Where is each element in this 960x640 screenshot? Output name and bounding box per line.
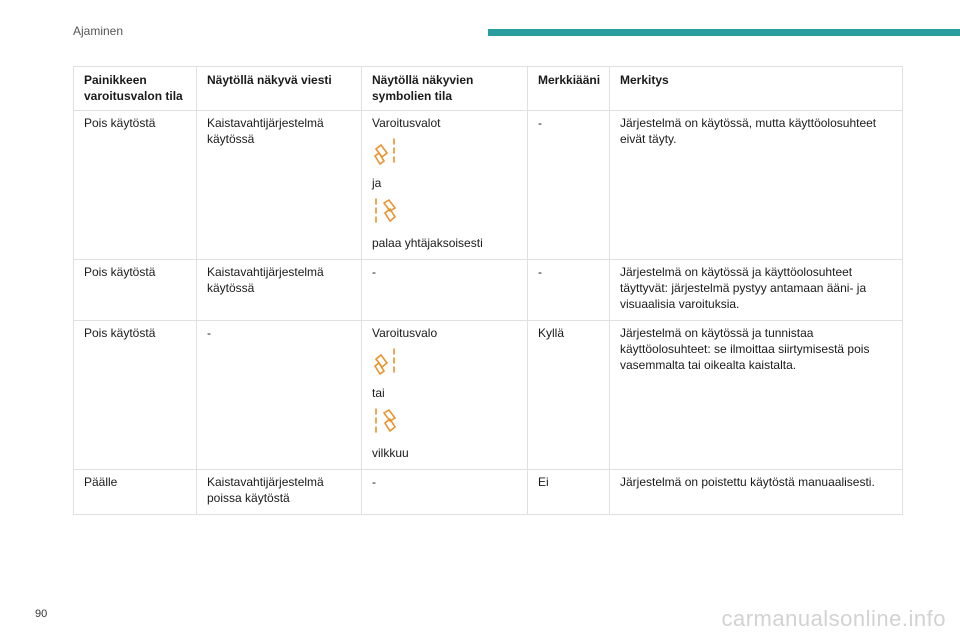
symbol-outro-text: vilkkuu — [372, 446, 409, 460]
cell-symbol-state — [362, 111, 528, 260]
cell-button-state: Pois käytöstä — [74, 111, 197, 260]
symbol-joiner-text: ja — [372, 176, 382, 190]
page-number: 90 — [35, 608, 48, 620]
column-header-button-state: Painikkeen varoitusvalon tila — [74, 67, 197, 111]
cell-symbol-state — [362, 321, 528, 470]
section-title: Ajaminen — [73, 24, 124, 38]
column-header-beep: Merkkiääni — [528, 67, 610, 111]
cell-meaning: Järjestelmä on käytössä ja tunnistaa käyttöolosuhteet: se ilmoittaa siirtymisestä pois vasemmalta tai oikealta kaistalta. — [610, 321, 903, 470]
column-header-symbol-state: Näytöllä näkyvien symbolien tila — [362, 67, 528, 111]
cell-message: Kaistavahtijärjestelmä käytössä — [197, 111, 362, 260]
symbol-intro-text: Varoitusvalot — [372, 116, 441, 130]
cell-symbol-state: - — [362, 260, 528, 321]
symbol-outro-text: palaa yhtäjaksoisesti — [372, 236, 483, 250]
cell-button-state: Päälle — [74, 470, 197, 515]
column-header-message: Näytöllä näkyvä viesti — [197, 67, 362, 111]
lane-departure-right-icon — [372, 137, 398, 169]
column-header-meaning: Merkitys — [610, 67, 903, 111]
table-header-row — [74, 67, 903, 111]
cell-meaning: Järjestelmä on käytössä, mutta käyttöolosuhteet eivät täyty. — [610, 111, 903, 260]
table-row — [74, 260, 903, 321]
table-row — [74, 470, 903, 515]
lane-departure-left-icon — [372, 407, 398, 439]
cell-beep: - — [528, 111, 610, 260]
warning-state-table — [73, 66, 903, 515]
lane-departure-left-icon — [372, 197, 398, 229]
cell-button-state: Pois käytöstä — [74, 321, 197, 470]
table-row — [74, 321, 903, 470]
cell-button-state: Pois käytöstä — [74, 260, 197, 321]
cell-meaning: Järjestelmä on käytössä ja käyttöolosuhteet täyttyvät: järjestelmä pystyy antamaan ääni- ja visuaalisia varoituksia. — [610, 260, 903, 321]
watermark: carmanualsonline.info — [721, 606, 946, 631]
cell-message: - — [197, 321, 362, 470]
symbol-joiner-text: tai — [372, 386, 385, 400]
header-accent-bar — [488, 29, 960, 36]
cell-message: Kaistavahtijärjestelmä poissa käytöstä — [197, 470, 362, 515]
cell-meaning: Järjestelmä on poistettu käytöstä manuaalisesti. — [610, 470, 903, 515]
cell-beep: - — [528, 260, 610, 321]
cell-beep: Kyllä — [528, 321, 610, 470]
lane-departure-right-icon — [372, 347, 398, 379]
cell-message: Kaistavahtijärjestelmä käytössä — [197, 260, 362, 321]
cell-symbol-state: - — [362, 470, 528, 515]
symbol-intro-text: Varoitusvalo — [372, 326, 438, 340]
table-row — [74, 111, 903, 260]
cell-beep: Ei — [528, 470, 610, 515]
